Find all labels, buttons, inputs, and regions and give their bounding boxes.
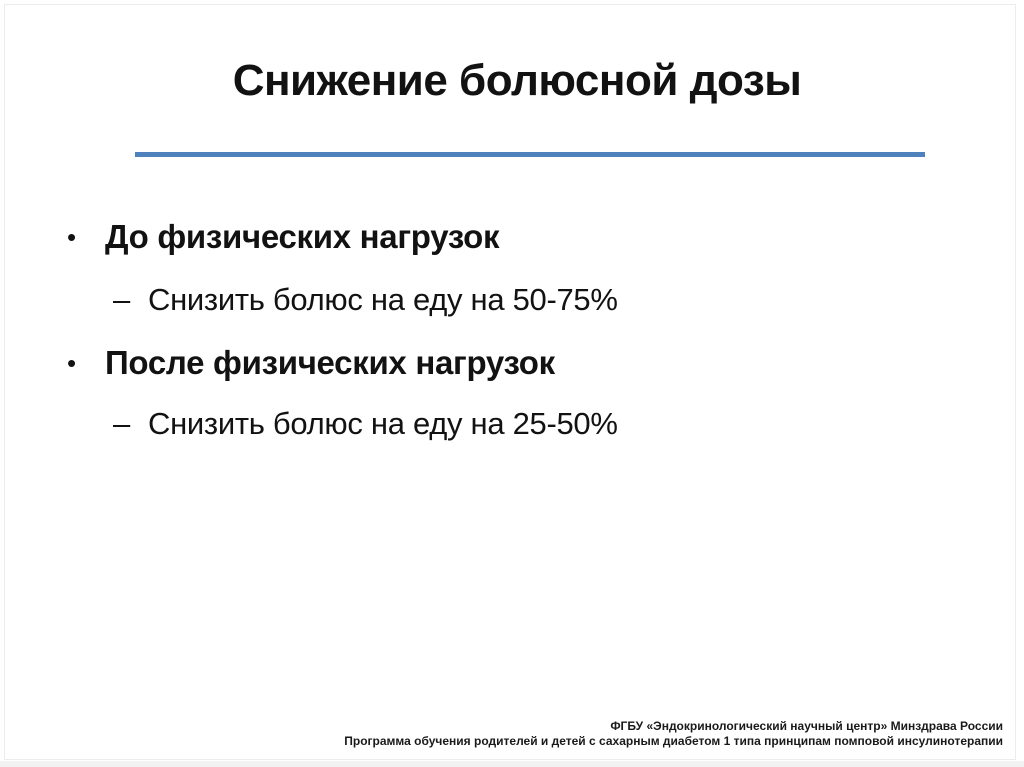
title-underline (135, 152, 925, 157)
footer-line-2: Программа обучения родителей и детей с сахарным диабетом 1 типа принципам помповой инсулинотерапии (344, 734, 1003, 748)
bottom-edge (0, 761, 1024, 767)
bullet-label: До физических нагрузок (105, 218, 500, 255)
slide-footer (344, 719, 1003, 749)
page-title: Снижение болюсной дозы (232, 56, 802, 105)
footer-line-1: ФГБУ «Эндокринологический научный центр» Минздрава России (610, 719, 1003, 733)
sub-bullet-label: Снизить болюс на еду на 25-50% (148, 406, 618, 441)
sub-bullet-item (113, 405, 975, 443)
bullet-label: После физических нагрузок (105, 344, 555, 381)
slide (4, 4, 1016, 760)
bullet-dot-icon: • (67, 348, 77, 378)
sub-bullet-item (113, 281, 975, 319)
dash-icon: – (113, 282, 131, 317)
sub-bullet-label: Снизить болюс на еду на 50-75% (148, 282, 618, 317)
bullet-item (67, 343, 975, 383)
bullet-dot-icon: • (67, 222, 77, 252)
bullet-item (67, 217, 975, 257)
dash-icon: – (113, 406, 131, 441)
